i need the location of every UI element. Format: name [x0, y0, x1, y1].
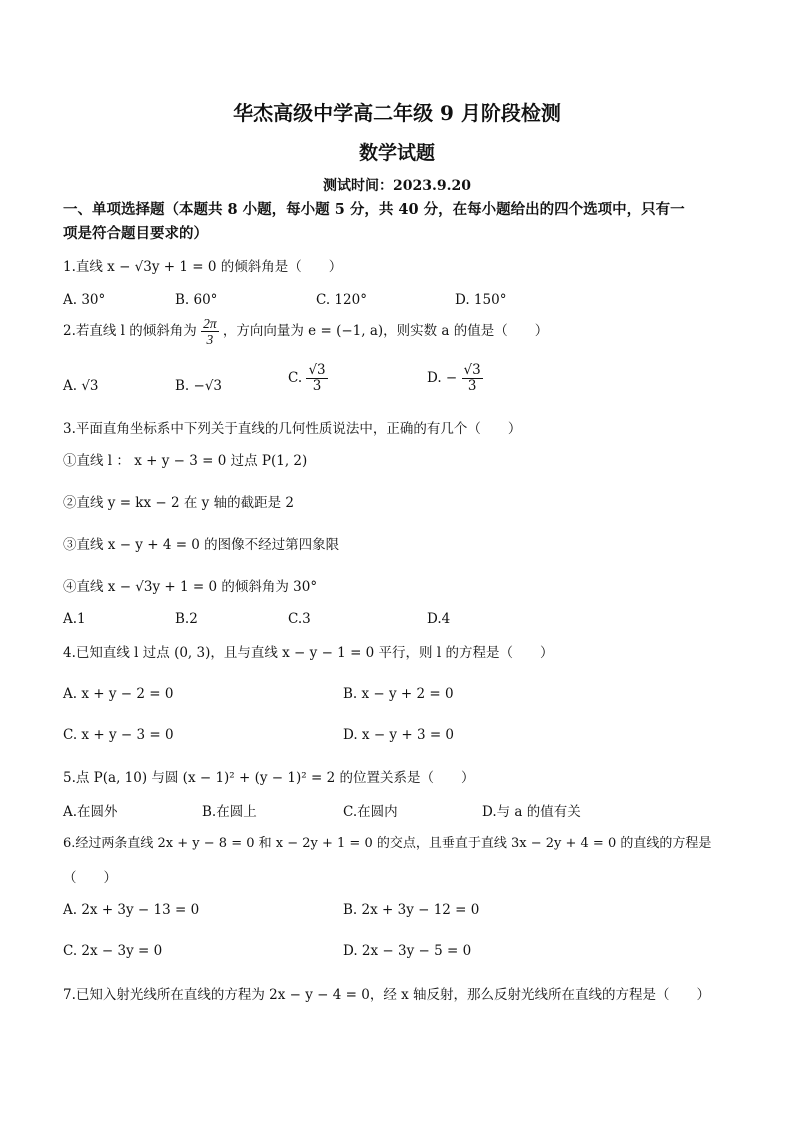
q3-statement-4: ④直线 x − √3y + 1 = 0 的倾斜角为 30°	[63, 579, 318, 595]
q2-option-b: B. −√3	[175, 378, 223, 394]
q2-option-a: A. √3	[63, 378, 99, 394]
q2-option-d-denominator: 3	[467, 378, 477, 394]
q4-option-d: D. x − y + 3 = 0	[343, 727, 455, 743]
q3-option-b: B.2	[175, 611, 198, 627]
q3-option-c: C.3	[288, 611, 311, 627]
q3-statement-1: ①直线 l ： x + y − 3 = 0 过点 P(1, 2)	[63, 453, 308, 469]
q2-option-d-numerator: √3	[463, 362, 481, 378]
q6-option-d: D. 2x − 3y − 5 = 0	[343, 943, 472, 959]
q5-option-d: D.与 a 的值有关	[482, 804, 581, 820]
q5-stem: 5.点 P(a, 10) 与圆 (x − 1)² + (y − 1)² = 2 的位置关系是（ ）	[63, 770, 475, 786]
q5-option-b: B.在圆上	[202, 804, 257, 820]
q2-angle-fraction	[201, 316, 219, 347]
q6-stem-line1: 6.经过两条直线 2x + y − 8 = 0 和 x − 2y + 1 = 0 的交点，且垂直于直线 3x − 2y + 4 = 0 的直线的方程是	[63, 836, 712, 851]
q6-option-c: C. 2x − 3y = 0	[63, 943, 163, 959]
q2-option-c-label: C.	[288, 370, 303, 386]
q2-stem	[63, 316, 548, 347]
q3-statement-3: ③直线 x − y + 4 = 0 的图像不经过第四象限	[63, 537, 340, 553]
q3-option-a: A.1	[63, 611, 86, 627]
q3-statement-2: ②直线 y = kx − 2 在 y 轴的截距是 2	[63, 495, 294, 511]
q2-angle-numerator: 2π	[203, 316, 217, 331]
q2-stem-suffix: ，方向向量为 e = (−1, a)，则实数 a 的值是（ ）	[222, 323, 549, 339]
q5-option-a: A.在圆外	[63, 804, 118, 820]
q3-option-d: D.4	[427, 611, 451, 627]
q4-option-c: C. x + y − 3 = 0	[63, 727, 174, 743]
subject-title: 数学试题	[358, 142, 435, 164]
q4-stem: 4.已知直线 l 过点 (0, 3)，且与直线 x − y − 1 = 0 平行，则 l 的方程是（ ）	[63, 645, 554, 661]
q1-stem: 1.直线 x − √3y + 1 = 0 的倾斜角是（ ）	[63, 259, 343, 275]
q2-option-c-numerator: √3	[308, 362, 326, 378]
q3-stem: 3.平面直角坐标系中下列关于直线的几何性质说法中，正确的有几个（ ）	[63, 421, 522, 437]
q6-option-b: B. 2x + 3y − 12 = 0	[343, 902, 480, 918]
q6-stem-line2: （ ）	[63, 870, 117, 886]
q2-option-d-fraction	[462, 363, 483, 394]
exam-title: 华杰高级中学高二年级 9 月阶段检测	[233, 101, 561, 125]
q2-option-c-denominator: 3	[312, 378, 322, 394]
q2-stem-prefix: 2.若直线 l 的倾斜角为	[63, 323, 197, 339]
q2-option-d	[427, 363, 483, 394]
q1-option-c: C. 120°	[316, 292, 367, 308]
q2-option-d-label: D. −	[427, 370, 458, 386]
test-time: 测试时间：2023.9.20	[323, 178, 471, 194]
q5-option-c: C.在圆内	[343, 804, 398, 820]
q1-option-a: A. 30°	[63, 292, 106, 308]
q1-option-b: B. 60°	[175, 292, 218, 308]
section-heading-line1: 一、单项选择题（本题共 8 小题，每小题 5 分，共 40 分，在每小题给出的四个选项中，只有一	[63, 201, 685, 218]
q4-option-b: B. x − y + 2 = 0	[343, 686, 454, 702]
q1-option-d: D. 150°	[455, 292, 507, 308]
section-heading-line2: 项是符合题目要求的）	[63, 225, 208, 242]
q7-stem: 7.已知入射光线所在直线的方程为 2x − y − 4 = 0，经 x 轴反射，那么反射光线所在直线的方程是（ ）	[63, 987, 711, 1003]
q4-option-a: A. x + y − 2 = 0	[63, 686, 174, 702]
q2-option-c	[288, 363, 328, 394]
q2-angle-denominator: 3	[206, 332, 214, 347]
q2-option-c-fraction	[306, 363, 327, 394]
q6-option-a: A. 2x + 3y − 13 = 0	[63, 902, 200, 918]
